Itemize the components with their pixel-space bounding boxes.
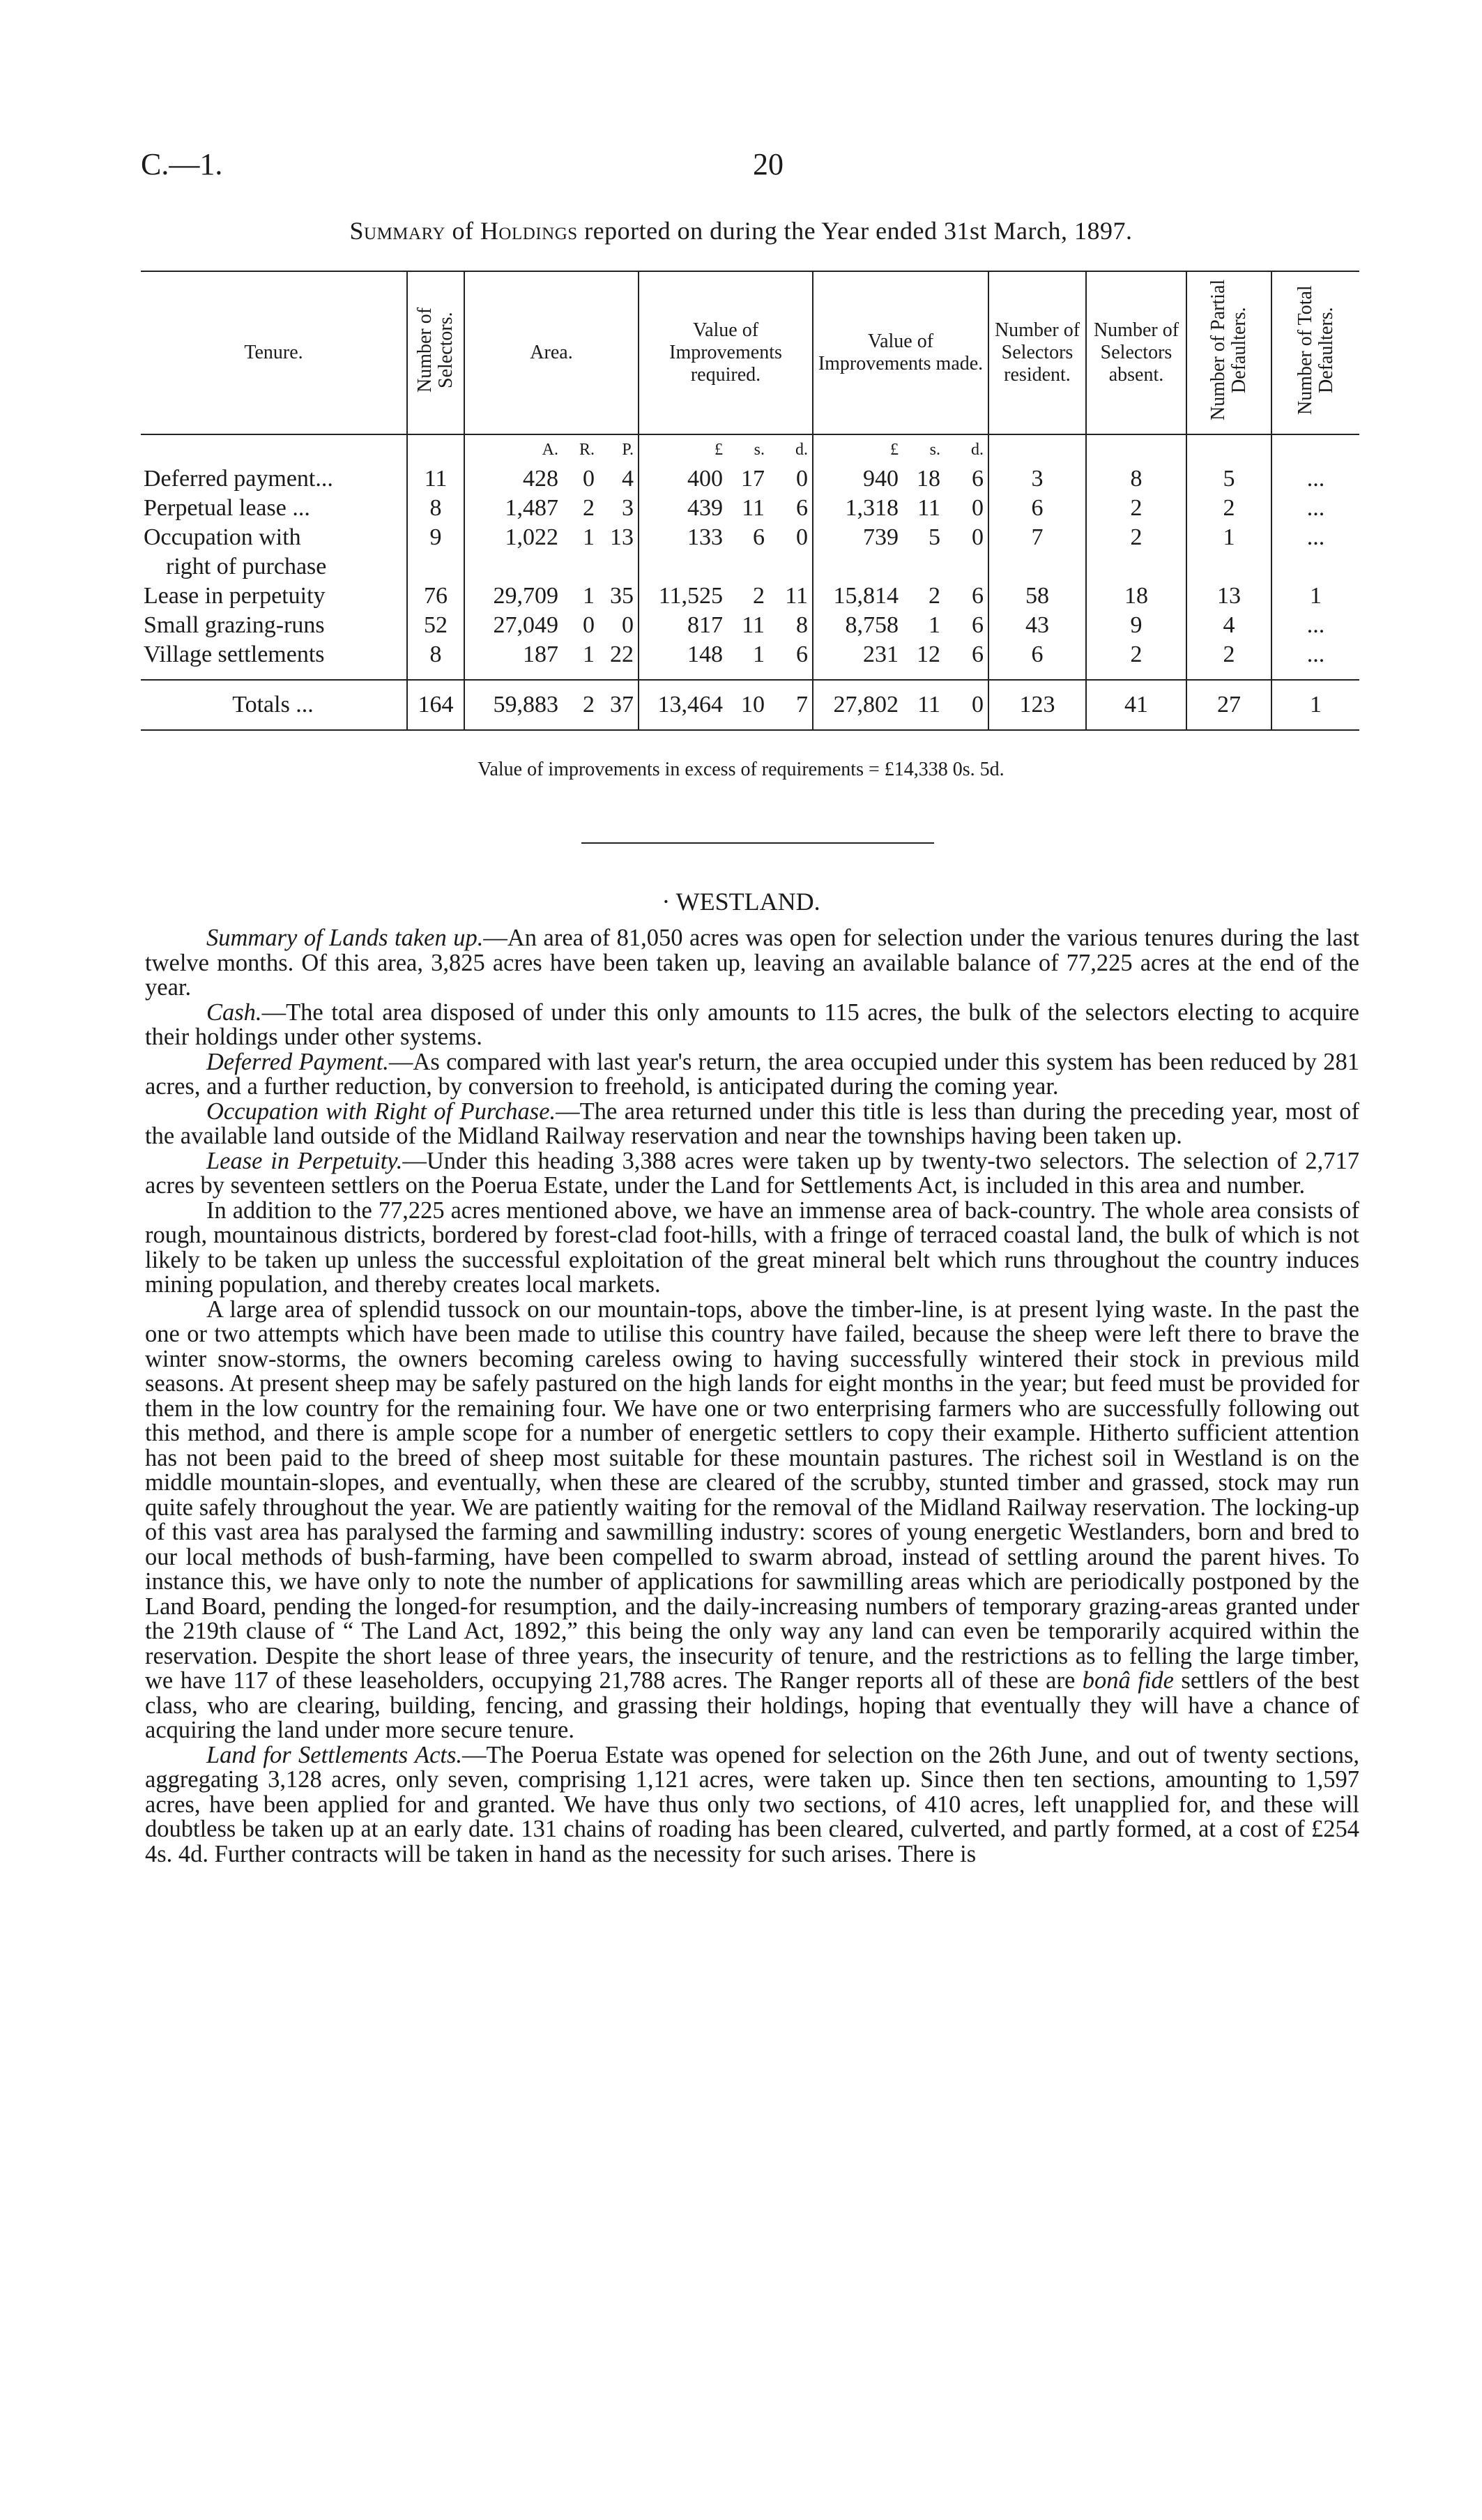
cell-partial: 1 — [1186, 523, 1271, 582]
paragraph-lead: Lease in Perpetuity. — [206, 1147, 403, 1174]
paragraph — [145, 1100, 1359, 1149]
paragraph — [145, 926, 1359, 1001]
excess-note: Value of improvements in excess of requirements = £14,338 0s. 5d. — [478, 759, 1004, 780]
unit-pound: £ — [890, 441, 899, 459]
totals-req-pence: 7 — [796, 692, 808, 718]
cell-resident: 6 — [988, 494, 1086, 523]
cell-total-defaulters: ... — [1271, 494, 1359, 523]
cell-roods: 1 — [583, 642, 595, 667]
col-resident: Number of Selectors resident. — [988, 271, 1086, 434]
cell-made-shillings: 5 — [929, 524, 940, 550]
cell-total-defaulters: ... — [1271, 523, 1359, 582]
table-row — [141, 611, 1359, 640]
cell-absent: 9 — [1086, 611, 1186, 640]
col-selectors — [407, 271, 464, 434]
cell-req-shillings: 11 — [742, 495, 765, 521]
cell-selectors: 8 — [407, 640, 464, 680]
cell-req-pence: 6 — [796, 642, 808, 667]
body-text — [145, 926, 1359, 1867]
cell-roods: 1 — [583, 524, 595, 550]
col-area: Area. — [464, 271, 639, 434]
col-partial — [1186, 271, 1271, 434]
cell-selectors: 76 — [407, 582, 464, 611]
header-row — [141, 271, 1359, 434]
paragraph-text: —As compared with last year's return, the area occupied under this system has been reduced by 281 acres, and a further reduction, by conversion to freehold, is anticipated during the coming year. — [145, 1048, 1359, 1100]
col-total-label: Number of Total Defaulters. — [1294, 285, 1337, 415]
paragraph-lead: Cash. — [206, 999, 262, 1026]
cell-selectors: 11 — [407, 464, 464, 494]
cell-roods: 0 — [583, 612, 595, 638]
cell-req-pence: 0 — [796, 524, 808, 550]
table-row — [141, 582, 1359, 611]
paragraph-text: —The total area disposed of under this only amounts to 115 acres, the bulk of the selectors electing to acquire their holdings under other systems. — [145, 999, 1359, 1050]
cell-roods: 1 — [583, 583, 595, 609]
paragraph-text: A large area of splendid tussock on our mountain-tops, above the timber-line, is at present lying waste. In the past the one or two attempts which have been made to utilise this country have failed, because the sheep were left there to brave the winter snow-storms, the owners becoming careless owing to having successfully wintered their stock in previous mild seasons. At present sheep may be safely pastured on the high lands for eight months in the year; but feed must be provided for them in the low country for the remaining four. We have one or two enterprising farmers who are successfully following out this method, and there is ample scope for a number of energetic settlers to copy their example. Hitherto sufficient attention has not been paid to the breed of sheep most suitable for these mountain pastures. The richest soil in Westland is on the middle mountain-slopes, and eventually, when these are cleared of the scrubby, stunted timber and grassed, stock may run quite safely throughout the year. We are patiently waiting for the removal of the Midland Railway reservation. The locking-up of this vast area has paralysed the farming and sawmilling industry: scores of young energetic Westlanders, born and bred to our local methods of bush-farming, have been compelled to swarm abroad, instead of settling around the parent hives. To instance this, we have only to note the number of applications for sawmilling areas which are periodically postponed by the Land Board, pending the longed-for resumption, and the daily-increasing numbers of temporary grazing-areas granted under the 219th clause of “ The Land Act, 1892,” this being the only way any land can even be temporarily acquired within the reservation. Despite the short lease of three years, the insecurity of tenure, and the restrictions as to felling the large timber, we have 117 of these leaseholders, occupying 21,788 acres. The Ranger reports all of these are — [145, 1296, 1359, 1694]
paragraph — [145, 1050, 1359, 1100]
cell-made-pence: 6 — [972, 612, 984, 638]
cell-made-shillings: 1 — [929, 612, 940, 638]
cell-partial: 2 — [1186, 640, 1271, 680]
title-word-summary: Summary — [349, 217, 445, 245]
cell-roods: 2 — [583, 495, 595, 521]
cell-absent: 2 — [1086, 640, 1186, 680]
col-improvements-required: Value of Improvements required. — [639, 271, 813, 434]
cell-tenure: Perpetual lease ... — [144, 495, 310, 521]
cell-made-pence: 6 — [972, 466, 984, 492]
section-divider — [581, 842, 934, 844]
table-title — [0, 216, 1482, 245]
totals-partial: 27 — [1186, 680, 1271, 730]
paragraph-text: In addition to the 77,225 acres mentioned above, we have an immense area of back-country. The whole area consists of rough, mountainous districts, bordered by forest-clad foot-hills, with a fringe of terraced coastal land, the bulk of which is not likely to be taken up unless the successful exploitation of the great mineral belt which runs throughout the country induces mining population, and thereby creates local markets. — [145, 1197, 1359, 1298]
totals-label: Totals ... — [141, 680, 407, 730]
paragraph-lead: Deferred Payment. — [206, 1048, 389, 1075]
cell-tenure: Small grazing-runs — [144, 612, 325, 638]
report-code: C.—1. — [141, 147, 223, 181]
paragraph — [145, 1199, 1359, 1298]
cell-req-pence: 11 — [785, 583, 808, 609]
paragraph — [145, 1743, 1359, 1867]
cell-resident: 7 — [988, 523, 1086, 582]
cell-resident: 3 — [988, 464, 1086, 494]
cell-perches: 13 — [610, 524, 634, 550]
totals-made-pence: 0 — [972, 692, 984, 718]
cell-made-pence: 0 — [972, 495, 984, 521]
cell-made-pounds: 739 — [863, 524, 899, 550]
unit-roods: R. — [579, 441, 595, 459]
cell-resident: 43 — [988, 611, 1086, 640]
totals-perches: 37 — [610, 692, 634, 718]
cell-req-shillings: 17 — [741, 466, 765, 492]
cell-made-pounds: 1,318 — [845, 495, 899, 521]
totals-req-pounds: 13,464 — [657, 692, 723, 718]
totals-made-shillings: 11 — [917, 692, 940, 718]
cell-acres: 27,049 — [493, 612, 558, 638]
cell-absent: 8 — [1086, 464, 1186, 494]
col-selectors-label: Number of Selectors. — [414, 307, 457, 393]
cell-perches: 0 — [622, 612, 634, 638]
paragraph — [145, 1298, 1359, 1743]
totals-absent: 41 — [1086, 680, 1186, 730]
cell-made-pence: 6 — [972, 642, 984, 667]
cell-req-pounds: 11,525 — [658, 583, 723, 609]
cell-req-shillings: 1 — [753, 642, 765, 667]
page-number: 20 — [753, 147, 784, 181]
unit-perches: P. — [622, 441, 634, 459]
cell-resident: 58 — [988, 582, 1086, 611]
cell-req-pence: 8 — [796, 612, 808, 638]
title-word-of: of — [452, 217, 474, 245]
cell-resident: 6 — [988, 640, 1086, 680]
cell-made-pence: 6 — [972, 583, 984, 609]
table-row — [141, 464, 1359, 494]
title-rest: reported on during the Year ended 31st March, 1897. — [584, 217, 1133, 245]
cell-absent: 2 — [1086, 523, 1186, 582]
totals-roods: 2 — [583, 692, 595, 718]
cell-perches: 4 — [622, 466, 634, 492]
cell-tenure-line1: Occupation with — [144, 524, 301, 550]
unit-pence: d. — [795, 441, 808, 459]
paragraph-text: —An area of 81,050 acres was open for selection under the various tenures during the last twelve months. Of this area, 3,825 acres have been taken up, leaving an available balance of 77,225 acres at the end of the year. — [145, 925, 1359, 1001]
cell-acres: 187 — [523, 642, 558, 667]
col-tenure: Tenure. — [244, 342, 303, 363]
cell-made-pounds: 231 — [863, 642, 899, 667]
cell-selectors: 52 — [407, 611, 464, 640]
cell-acres: 1,487 — [505, 495, 558, 521]
cell-made-shillings: 2 — [929, 583, 940, 609]
cell-acres: 29,709 — [493, 583, 558, 609]
cell-perches: 35 — [610, 583, 634, 609]
totals-acres: 59,883 — [493, 692, 558, 718]
cell-req-shillings: 6 — [753, 524, 765, 550]
totals-total-defaulters: 1 — [1271, 680, 1359, 730]
totals-req-shillings: 10 — [741, 692, 765, 718]
paragraph-text: —The Poerua Estate was opened for selection on the 26th June, and out of twenty sections, aggregating 3,128 acres, only seven, comprising 1,121 acres, were taken up. Since then ten sections, amounting to 1,597 acres, have been applied for and granted. We have thus only two sections, of 410 acres, left unapplied for, and these will doubtless be taken up at an early date. 131 chains of roading has been cleared, culverted, and partly formed, at a cost of £254 4s. 4d. Further contracts will be taken in hand as the necessity for such arises. There is — [145, 1741, 1360, 1867]
cell-req-shillings: 2 — [753, 583, 765, 609]
title-word-holdings: Holdings — [480, 217, 578, 245]
totals-row — [141, 680, 1359, 730]
cell-partial: 4 — [1186, 611, 1271, 640]
paragraph — [145, 1001, 1359, 1050]
cell-req-shillings: 11 — [742, 612, 765, 638]
unit-pound: £ — [715, 441, 723, 459]
cell-partial: 5 — [1186, 464, 1271, 494]
paragraph-text: —Under this heading 3,388 acres were taken up by twenty-two selectors. The selection of 2,717 acres by seventeen settlers on the Poerua Estate, under the Land for Settlements Act, is included in this area and number. — [145, 1147, 1359, 1199]
cell-total-defaulters: ... — [1271, 464, 1359, 494]
cell-total-defaulters: 1 — [1271, 582, 1359, 611]
unit-shilling: s. — [754, 441, 765, 459]
cell-req-pounds: 400 — [687, 466, 723, 492]
table-row — [141, 523, 1359, 582]
cell-made-shillings: 12 — [917, 642, 940, 667]
cell-absent: 2 — [1086, 494, 1186, 523]
section-title: · WESTLAND. — [662, 888, 820, 916]
cell-acres: 428 — [523, 466, 558, 492]
totals-made-pounds: 27,802 — [833, 692, 899, 718]
cell-made-pence: 0 — [972, 524, 984, 550]
cell-acres: 1,022 — [505, 524, 558, 550]
cell-absent: 18 — [1086, 582, 1186, 611]
paragraph — [145, 1149, 1359, 1199]
cell-made-pounds: 15,814 — [833, 583, 899, 609]
units-row — [141, 434, 1359, 464]
unit-shilling: s. — [929, 441, 940, 459]
col-total-defaulters — [1271, 271, 1359, 434]
paragraph-emphasis: bonâ fide — [1082, 1667, 1174, 1694]
cell-req-pounds: 148 — [687, 642, 723, 667]
cell-req-pence: 0 — [796, 466, 808, 492]
cell-made-shillings: 18 — [917, 466, 940, 492]
cell-tenure-line2: right of purchase — [166, 554, 327, 579]
paragraph-lead: Summary of Lands taken up. — [206, 925, 484, 951]
col-improvements-made: Value of Improvements made. — [813, 271, 988, 434]
table-row — [141, 640, 1359, 680]
cell-perches: 22 — [610, 642, 634, 667]
cell-roods: 0 — [583, 466, 595, 492]
cell-req-pence: 6 — [796, 495, 808, 521]
cell-tenure: Deferred payment... — [144, 466, 333, 492]
cell-partial: 13 — [1186, 582, 1271, 611]
cell-partial: 2 — [1186, 494, 1271, 523]
col-partial-label: Number of Partial Defaulters. — [1207, 279, 1250, 421]
cell-made-shillings: 11 — [917, 495, 940, 521]
unit-pence: d. — [971, 441, 984, 459]
holdings-table — [141, 271, 1359, 731]
cell-tenure: Village settlements — [144, 642, 325, 667]
cell-selectors: 9 — [407, 523, 464, 582]
cell-made-pounds: 8,758 — [845, 612, 899, 638]
paragraph-text: —The area returned under this title is less than during the preceding year, most of the available land outside of the Midland Railway reservation and near the townships having been taken up. — [145, 1098, 1359, 1149]
cell-req-pounds: 439 — [687, 495, 723, 521]
table-row — [141, 494, 1359, 523]
paragraph-lead: Land for Settlements Acts. — [206, 1741, 463, 1768]
cell-tenure: Lease in perpetuity — [144, 583, 326, 609]
totals-selectors: 164 — [407, 680, 464, 730]
totals-resident: 123 — [988, 680, 1086, 730]
cell-tenure — [141, 523, 407, 582]
cell-req-pounds: 133 — [687, 524, 723, 550]
cell-req-pounds: 817 — [687, 612, 723, 638]
unit-acres: A. — [542, 441, 558, 459]
cell-perches: 3 — [622, 495, 634, 521]
cell-selectors: 8 — [407, 494, 464, 523]
col-absent: Number of Selectors absent. — [1086, 271, 1186, 434]
paragraph-lead: Occupation with Right of Purchase. — [206, 1098, 556, 1125]
cell-total-defaulters: ... — [1271, 611, 1359, 640]
cell-total-defaulters: ... — [1271, 640, 1359, 680]
cell-made-pounds: 940 — [863, 466, 899, 492]
paragraph-tail: settlers of the best class, who are clearing, building, fencing, and grassing their holdings, hoping that eventually they will have a chance of acquiring the land under more secure tenure. — [145, 1667, 1360, 1743]
